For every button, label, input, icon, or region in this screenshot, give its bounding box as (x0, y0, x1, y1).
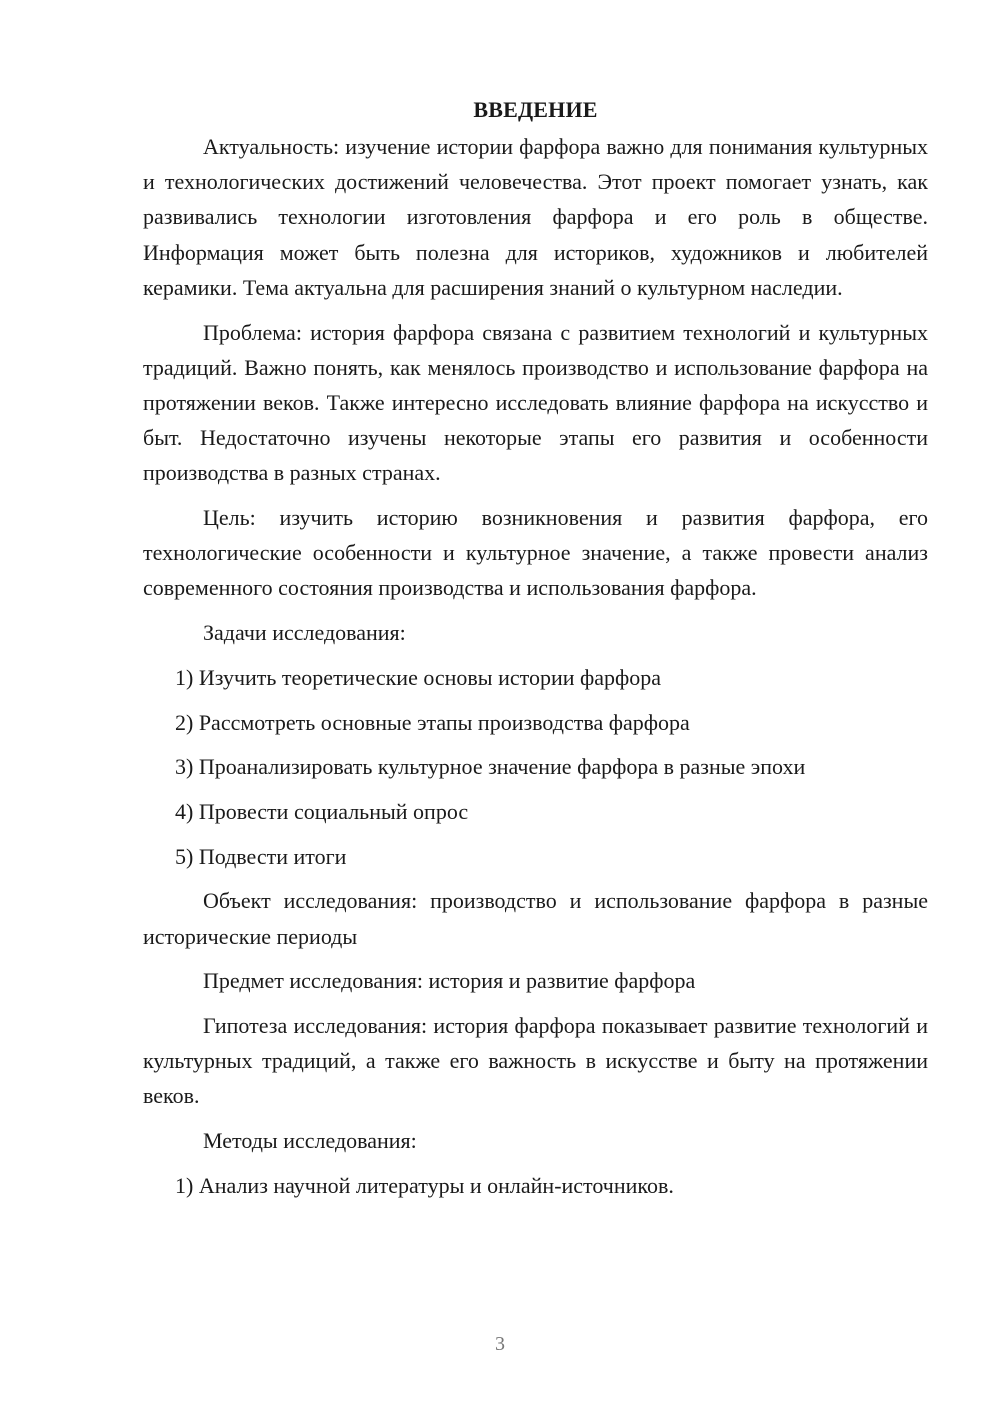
hypothesis-paragraph: Гипотеза исследования: история фарфора показывает развитие технологий и культурных традиций, а также его важность в искусстве и быту на протяжении веков. (143, 1012, 928, 1109)
tasks-list (143, 660, 928, 874)
goal-paragraph: Цель: изучить историю возникновения и развития фарфора, его технологические особенности и культурное значение, а также провести анализ современного состояния производства и использования фарфора. (143, 505, 928, 601)
relevance-paragraph: Актуальность: изучение истории фарфора важно для понимания культурных и технологических достижений человечества. Этот проект помогает узнать, как развивались технологии изготовления фарфора и его роль в обществе. Информация может быть полезна для историков, художников и любителей керамики. Тема актуальна для расширения знаний о культурном наследии. (143, 134, 928, 300)
list-item: 3) Проанализировать культурное значение фарфора в разные эпохи (175, 754, 806, 780)
list-item: 4) Провести социальный опрос (175, 798, 469, 824)
list-item: 5) Подвести итоги (175, 843, 347, 869)
problem-paragraph: Проблема: история фарфора связана с развитием технологий и культурных традиций. Важно понять, как менялось производство и использование фарфора на протяжении веков. Также интересно исследовать влияние фарфора на искусство и быт. Недостаточно изучены некоторые этапы его развития и особенности производства в разных странах. (143, 319, 928, 486)
page-number: 3 (495, 1333, 505, 1355)
tasks-heading: Задачи исследования: (203, 620, 406, 646)
list-item: 1) Изучить теоретические основы истории фарфора (175, 664, 662, 690)
list-item: 2) Рассмотреть основные этапы производства фарфора (175, 709, 690, 735)
list-item: 1) Анализ научной литературы и онлайн-источников. (175, 1172, 674, 1198)
methods-heading: Методы исследования: (203, 1128, 417, 1154)
object-paragraph: Объект исследования: производство и использование фарфора в разные исторические периоды (143, 888, 928, 949)
subject-paragraph: Предмет исследования: история и развитие фарфора (203, 968, 696, 994)
methods-list (143, 1168, 928, 1203)
document-page (143, 92, 928, 1212)
page-title: ВВЕДЕНИЕ (473, 97, 598, 122)
